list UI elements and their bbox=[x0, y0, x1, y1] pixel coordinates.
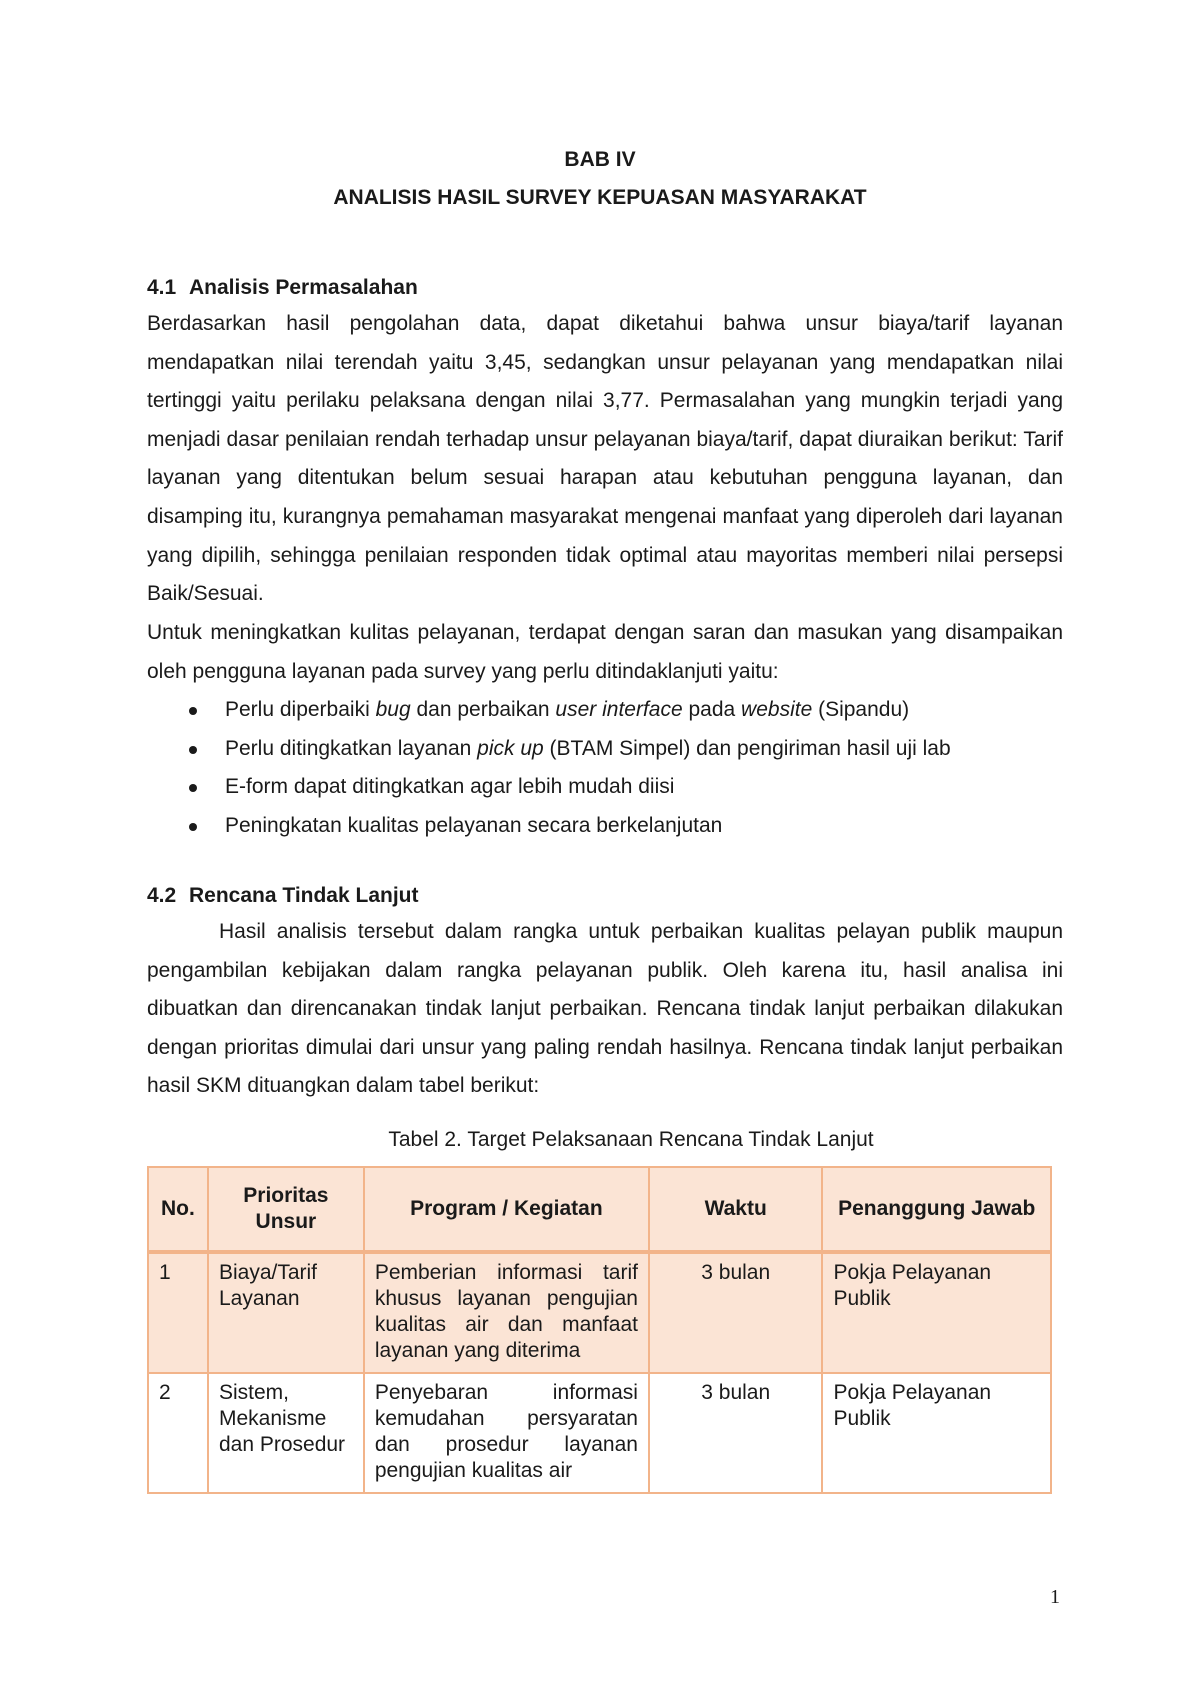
cell-program: Pemberian informasi tarif khusus layanan pengujian kualitas air dan manfaat layanan yang diterima bbox=[364, 1252, 649, 1373]
cell-prioritas: Biaya/Tarif Layanan bbox=[208, 1252, 364, 1373]
bullet-icon bbox=[189, 823, 197, 831]
table-row bbox=[148, 1252, 1051, 1373]
chapter-number: BAB IV bbox=[564, 148, 636, 171]
list-item: Perlu diperbaiki bug dan perbaikan user interface pada website (Sipandu) bbox=[147, 691, 1063, 730]
page-number: 1 bbox=[1050, 1586, 1060, 1608]
section-number: 4.2 bbox=[147, 884, 177, 907]
cell-penanggung-jawab: Pokja Pelayanan Publik bbox=[822, 1252, 1051, 1373]
section-title: Analisis Permasalahan bbox=[189, 276, 418, 299]
section-1-paragraph-1: Berdasarkan hasil pengolahan data, dapat diketahui bahwa unsur biaya/tarif layanan mendapatkan nilai terendah yaitu 3,45, sedangkan unsur pelayanan yang mendapatkan nilai tertinggi yaitu perilaku pelaksana dengan nilai 3,77. Permasalahan yang mungkin terjadi yang menjadi dasar penilaian rendah terhadap unsur pelayanan biaya/tarif, dapat diuraikan berikut: Tarif layanan yang ditentukan belum sesuai harapan atau kebutuhan pengguna layanan, dan disamping itu, kurangnya pemahaman masyarakat mengenai manfaat yang diperoleh dari layanan yang dipilih, sehingga penilaian responden tidak optimal atau mayoritas memberi nilai persepsi Baik/Sesuai. bbox=[147, 312, 1063, 606]
cell-prioritas: Sistem, Mekanisme dan Prosedur bbox=[208, 1373, 364, 1493]
cell-no: 2 bbox=[148, 1373, 208, 1493]
list-item: Peningkatan kualitas pelayanan secara berkelanjutan bbox=[147, 807, 1063, 846]
bullet-icon bbox=[189, 707, 197, 715]
table-header-row bbox=[148, 1167, 1051, 1252]
cell-no: 1 bbox=[148, 1252, 208, 1373]
cell-waktu: 3 bulan bbox=[649, 1252, 822, 1373]
cell-penanggung-jawab: Pokja Pelayanan Publik bbox=[822, 1373, 1051, 1493]
cell-program: Penyebaran informasi kemudahan persyaratan dan prosedur layanan pengujian kualitas air bbox=[364, 1373, 649, 1493]
header-waktu: Waktu bbox=[649, 1167, 822, 1252]
section-heading-4-1 bbox=[147, 276, 418, 300]
section-title: Rencana Tindak Lanjut bbox=[189, 884, 419, 907]
bullet-icon bbox=[189, 784, 197, 792]
header-prioritas: Prioritas Unsur bbox=[208, 1167, 364, 1252]
bullet-icon bbox=[189, 746, 197, 754]
section-1-paragraph-2: Untuk meningkatkan kulitas pelayanan, terdapat dengan saran dan masukan yang disampaikan oleh pengguna layanan pada survey yang perlu ditindaklanjuti yaitu: bbox=[147, 621, 1063, 683]
chapter-title: ANALISIS HASIL SURVEY KEPUASAN MASYARAKAT bbox=[333, 186, 867, 209]
header-no: No. bbox=[148, 1167, 208, 1252]
header-program: Program / Kegiatan bbox=[364, 1167, 649, 1252]
list-item: E-form dapat ditingkatkan agar lebih mudah diisi bbox=[147, 768, 1063, 807]
follow-up-table bbox=[147, 1166, 1052, 1494]
table-caption: Tabel 2. Target Pelaksanaan Rencana Tindak Lanjut bbox=[388, 1128, 874, 1151]
section-2-paragraph: Hasil analisis tersebut dalam rangka untuk perbaikan kualitas pelayan publik maupun pengambilan kebijakan dalam rangka pelayanan publik. Oleh karena itu, hasil analisa ini dibuatkan dan direncanakan tindak lanjut perbaikan. Rencana tindak lanjut perbaikan dilakukan dengan prioritas dimulai dari unsur yang paling rendah hasilnya. Rencana tindak lanjut perbaikan hasil SKM dituangkan dalam tabel berikut: bbox=[147, 920, 1063, 1098]
cell-waktu: 3 bulan bbox=[649, 1373, 822, 1493]
suggestion-list bbox=[147, 691, 1063, 845]
section-heading-4-2 bbox=[147, 884, 419, 908]
table-row bbox=[148, 1373, 1051, 1493]
list-item: Perlu ditingkatkan layanan pick up (BTAM Simpel) dan pengiriman hasil uji lab bbox=[147, 730, 1063, 769]
header-penanggung-jawab: Penanggung Jawab bbox=[822, 1167, 1051, 1252]
section-number: 4.1 bbox=[147, 276, 177, 299]
